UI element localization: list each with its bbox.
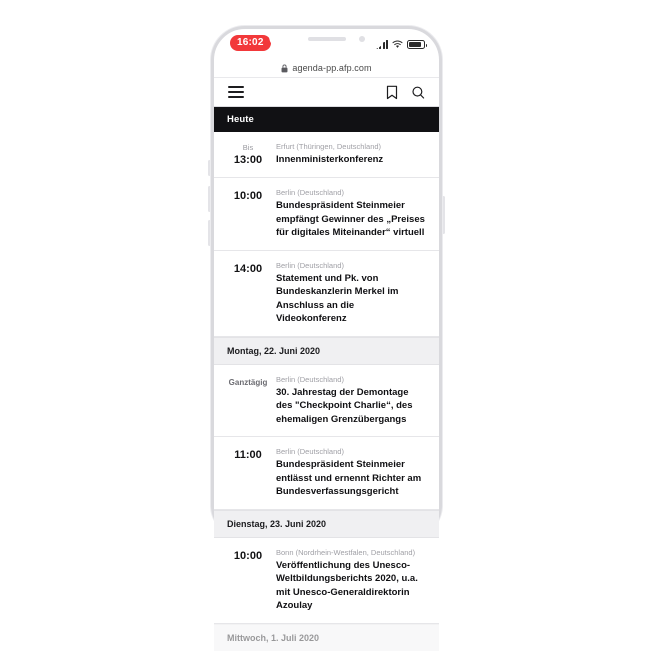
event-location: Berlin (Deutschland) bbox=[276, 188, 344, 197]
event-body bbox=[276, 374, 427, 427]
status-bar-time: 16:02 bbox=[230, 35, 271, 51]
event-location: Erfurt (Thüringen, Deutschland) bbox=[276, 142, 382, 151]
event-time-value: 10:00 bbox=[233, 549, 263, 562]
agenda-section-header: Heute bbox=[214, 107, 439, 132]
agenda-date-header: Mittwoch, 1. Juli 2020 bbox=[214, 624, 439, 651]
earpiece-speaker-icon bbox=[308, 37, 346, 41]
browser-url-bar[interactable] bbox=[214, 59, 439, 77]
event-location: Bonn (Nordrhein-Westfalen, Deutschland) bbox=[276, 547, 416, 557]
event-body bbox=[276, 187, 427, 240]
url-text: agenda-pp.afp.com bbox=[292, 63, 372, 73]
event-location: Berlin (Deutschland) bbox=[276, 447, 344, 456]
event-title: Statement und Pk. von Bundeskanzlerin Merkel im Anschluss an die Videokonferenz bbox=[276, 272, 399, 324]
front-camera-icon bbox=[359, 36, 365, 42]
list-item[interactable] bbox=[214, 178, 439, 251]
phone-power-button[interactable] bbox=[442, 196, 445, 234]
agenda-list[interactable] bbox=[214, 107, 439, 643]
event-time-value: 13:00 bbox=[233, 154, 263, 166]
event-time bbox=[220, 187, 276, 240]
event-body bbox=[276, 141, 427, 167]
wifi-icon bbox=[392, 40, 403, 49]
agenda-partial-group[interactable] bbox=[214, 624, 439, 651]
event-body bbox=[276, 260, 427, 326]
event-body bbox=[276, 446, 427, 499]
battery-icon bbox=[407, 40, 425, 49]
event-time-value: 14:00 bbox=[233, 262, 263, 275]
search-icon[interactable] bbox=[411, 85, 425, 100]
event-time bbox=[220, 141, 276, 167]
agenda-date-header: Montag, 22. Juni 2020 bbox=[214, 337, 439, 365]
bookmark-icon[interactable] bbox=[385, 85, 399, 100]
event-title: Bundespräsident Steinmeier empfängt Gewinner des „Preises für digitales Miteinander“ virtuell bbox=[276, 200, 425, 238]
agenda-date-header: Dienstag, 23. Juni 2020 bbox=[214, 510, 439, 538]
event-time-prefix: Bis bbox=[242, 143, 254, 152]
list-item[interactable] bbox=[214, 538, 439, 624]
site-header bbox=[214, 77, 439, 107]
list-item[interactable] bbox=[214, 132, 439, 178]
event-time-value: Ganztägig bbox=[228, 377, 268, 387]
list-item[interactable] bbox=[214, 251, 439, 337]
event-title: Bundespräsident Steinmeier entlässt und ernennt Richter am Bundesverfassungsgericht bbox=[276, 459, 422, 497]
hamburger-menu-icon[interactable] bbox=[228, 86, 244, 98]
event-time bbox=[220, 446, 276, 499]
event-title: Veröffentlichung des Unesco-Weltbildungsberichts 2020, u.a. mit Unesco-Generaldirektorin Azoulay bbox=[276, 559, 418, 611]
event-time bbox=[220, 374, 276, 427]
event-time bbox=[220, 547, 276, 613]
event-location: Berlin (Deutschland) bbox=[276, 374, 344, 384]
list-item[interactable] bbox=[214, 437, 439, 510]
event-body bbox=[276, 547, 427, 613]
phone-notch bbox=[269, 29, 385, 50]
event-time-value: 10:00 bbox=[233, 190, 263, 202]
event-title: Innenministerkonferenz bbox=[276, 154, 384, 165]
event-title: 30. Jahrestag der Demontage des "Checkpoint Charlie“, des ehemaligen Grenzübergangs bbox=[276, 386, 413, 425]
phone-device bbox=[211, 26, 442, 643]
lock-icon bbox=[281, 64, 288, 73]
event-time bbox=[220, 260, 276, 326]
list-item[interactable] bbox=[214, 365, 439, 438]
event-location: Berlin (Deutschland) bbox=[276, 260, 344, 270]
event-time-value: 11:00 bbox=[234, 449, 262, 461]
